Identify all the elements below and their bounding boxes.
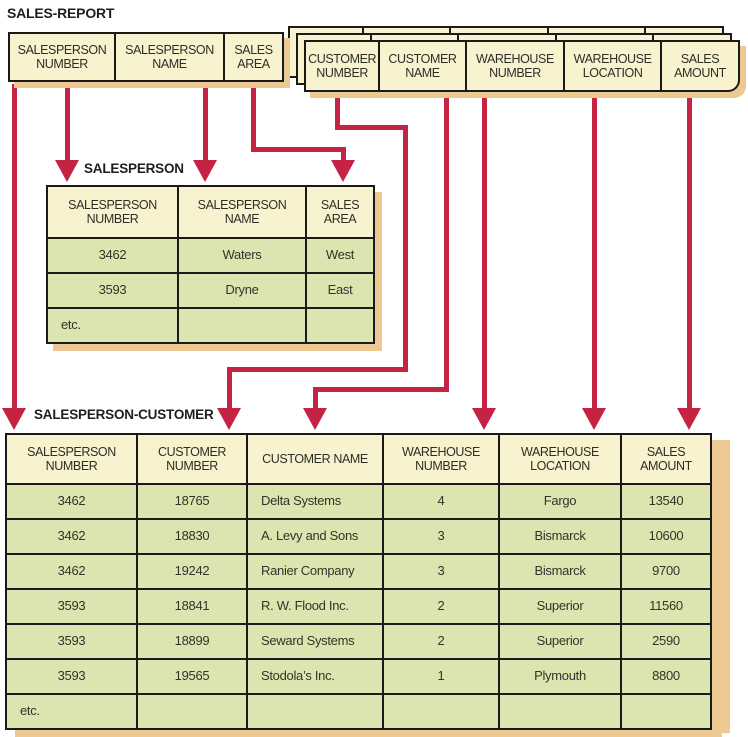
table-cell: 1 [384, 660, 500, 693]
field-warehouse-location: WAREHOUSE LOCATION [565, 42, 662, 90]
table-cell [384, 695, 500, 728]
table-row [48, 274, 373, 309]
arrowhead-icon [472, 408, 496, 430]
table-cell: 3 [384, 555, 500, 588]
table-cell: Delta Systems [248, 485, 384, 518]
table-cell: etc. [7, 695, 138, 728]
table-cell: 10600 [648, 528, 684, 544]
table-cell: West [325, 247, 355, 263]
arrowhead-icon [582, 408, 606, 430]
arrow-customer-number-seg3 [403, 125, 408, 372]
table-cell: Fargo [500, 485, 622, 518]
table-cell: Seward Systems [248, 625, 384, 658]
table-cell: 3593 [7, 625, 138, 658]
field-warehouse-number: WAREHOUSE NUMBER [467, 42, 566, 90]
column-header: SALES AMOUNT [640, 444, 692, 473]
arrow-customer-name-seg3 [313, 387, 318, 410]
arrow-salesperson-number-to-salesperson [65, 84, 70, 162]
table-cell: 3 [384, 520, 500, 553]
table-row [7, 520, 710, 555]
column-header: WAREHOUSE NUMBER [384, 435, 500, 483]
salesperson-table-title: SALESPERSON [84, 161, 184, 176]
table-cell: 18830 [138, 520, 248, 553]
column-header: CUSTOMER NAME [248, 435, 384, 483]
arrow-customer-name-seg1 [444, 92, 449, 392]
table-cell [500, 695, 622, 728]
table-cell: etc. [48, 309, 179, 342]
arrowhead-icon [331, 160, 355, 182]
table-cell: Dryne [179, 274, 307, 307]
column-header: WAREHOUSE LOCATION [500, 435, 622, 483]
field-salesperson-number: SALESPERSON NUMBER [10, 34, 116, 80]
table-cell: 18765 [138, 485, 248, 518]
column-header: CUSTOMER NUMBER [138, 435, 248, 483]
table-cell: 2590 [652, 633, 680, 649]
table-cell [307, 309, 373, 342]
table-cell: 2 [384, 590, 500, 623]
table-row [7, 590, 710, 625]
table-header-row [48, 187, 373, 239]
arrow-customer-number-seg2 [335, 125, 408, 130]
field-customer-number: CUSTOMER NUMBER [306, 42, 380, 90]
arrow-warehouse-number-to-salesperson-customer [482, 92, 487, 410]
table-cell: A. Levy and Sons [248, 520, 384, 553]
arrowhead-icon [303, 408, 327, 430]
column-header: SALESPERSON NUMBER [48, 187, 179, 237]
table-row [7, 660, 710, 695]
field-salesperson-name: SALESPERSON NAME [116, 34, 225, 80]
table-cell [138, 695, 248, 728]
table-cell: Bismarck [500, 520, 622, 553]
table-cell: 19242 [138, 555, 248, 588]
arrowhead-icon [55, 160, 79, 182]
table-cell: 3593 [7, 590, 138, 623]
report-fields-row [8, 32, 284, 82]
table-cell [179, 309, 307, 342]
table-cell: 2 [384, 625, 500, 658]
table-cell: 4 [384, 485, 500, 518]
table-cell: Stodola’s Inc. [248, 660, 384, 693]
table-row [7, 485, 710, 520]
arrow-sales-area-elbow [251, 147, 346, 152]
table-cell [622, 695, 710, 728]
field-sales-area: SALES AREA [234, 42, 273, 71]
table-cell: 3593 [7, 660, 138, 693]
column-header: SALESPERSON NUMBER [7, 435, 138, 483]
arrow-sales-amount-to-salesperson-customer [687, 92, 692, 410]
column-header: SALES AREA [320, 197, 360, 226]
repeating-group-card-front [304, 40, 740, 92]
table-cell: Plymouth [500, 660, 622, 693]
table-cell: 9700 [652, 563, 680, 579]
table-cell: 3462 [48, 239, 179, 272]
arrow-customer-name-seg2 [313, 387, 449, 392]
table-cell: Bismarck [500, 555, 622, 588]
arrowhead-icon [217, 408, 241, 430]
arrowhead-icon [193, 160, 217, 182]
table-cell: 11560 [649, 598, 683, 614]
arrow-sales-area-to-salesperson [251, 84, 256, 152]
table-row [48, 309, 373, 342]
table-cell: 18841 [138, 590, 248, 623]
table-cell: 8800 [652, 668, 680, 684]
field-customer-name: CUSTOMER NAME [380, 42, 466, 90]
table-row [7, 695, 710, 728]
table-cell: Superior [500, 625, 622, 658]
table-cell: 18899 [138, 625, 248, 658]
table-cell: 3462 [7, 485, 138, 518]
table-row [48, 239, 373, 274]
column-header: SALESPERSON NAME [179, 187, 307, 237]
arrow-warehouse-location-to-salesperson-customer [592, 92, 597, 410]
arrow-customer-number-seg4 [227, 367, 408, 372]
salesperson-table [46, 185, 375, 344]
table-cell: Waters [179, 239, 307, 272]
report-title: SALES-REPORT [7, 5, 115, 21]
table-cell: Ranier Company [248, 555, 384, 588]
table-header-row [7, 435, 710, 485]
salesperson-customer-table-title: SALESPERSON-CUSTOMER [34, 407, 214, 422]
field-sales-amount: SALES AMOUNT [674, 51, 726, 80]
arrow-customer-number-seg5 [227, 367, 232, 410]
table-cell: 19565 [138, 660, 248, 693]
table-cell: R. W. Flood Inc. [248, 590, 384, 623]
table-cell: 3462 [7, 555, 138, 588]
table-row [7, 555, 710, 590]
table-cell [248, 695, 384, 728]
arrow-salesperson-name-to-salesperson [203, 84, 208, 162]
table-cell: East [327, 282, 353, 298]
table-cell: 13540 [648, 493, 684, 509]
table-row [7, 625, 710, 660]
table-cell: 3593 [48, 274, 179, 307]
arrow-salesperson-number-to-salesperson-customer [12, 84, 17, 410]
arrowhead-icon [2, 408, 26, 430]
table-cell: Superior [500, 590, 622, 623]
arrowhead-icon [677, 408, 701, 430]
table-cell: 3462 [7, 520, 138, 553]
salesperson-customer-table [5, 433, 712, 730]
